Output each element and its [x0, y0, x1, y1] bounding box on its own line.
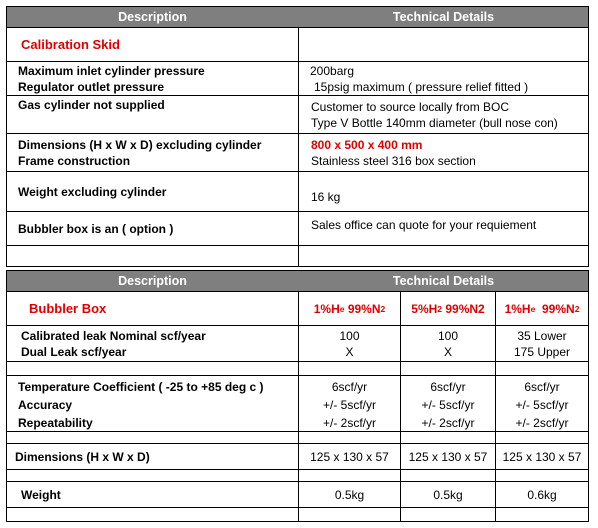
row-label: Gas cylinder not supplied — [18, 98, 165, 112]
value: 6scf/yr — [331, 380, 368, 394]
value: 100 — [437, 328, 459, 343]
row-label: Dimensions (H x W x D) — [15, 449, 150, 464]
row-label: Weight — [21, 487, 61, 502]
value-cell — [401, 376, 495, 431]
row-detail — [299, 96, 588, 133]
value: 125 x 130 x 57 — [408, 449, 488, 464]
table-row — [7, 375, 588, 431]
table-row — [7, 481, 588, 507]
value: X — [443, 344, 452, 359]
value-cell — [299, 376, 400, 431]
row-label: Maximum inlet cylinder pressure — [18, 64, 205, 78]
table-header — [7, 271, 588, 291]
row-label: Repeatability — [18, 416, 93, 430]
table-row — [7, 325, 588, 361]
section-title: Calibration Skid — [21, 37, 120, 52]
value-cell — [496, 326, 588, 361]
value: +/- 5scf/yr — [322, 398, 376, 412]
row-label: Frame construction — [18, 153, 131, 168]
gas-component: 5%H — [411, 301, 438, 316]
gas-subscript: 2 — [574, 303, 580, 314]
gas-component: 99%N — [344, 301, 381, 316]
value-cell — [401, 326, 495, 361]
row-value: Customer to source locally from BOC — [311, 99, 510, 114]
value: 125 x 130 x 57 — [502, 449, 582, 464]
table-row-empty — [7, 361, 588, 375]
row-label: Temperature Coefficient ( -25 to +85 deg c ) — [18, 380, 264, 394]
table-row — [7, 443, 588, 469]
row-label: Regulator outlet pressure — [18, 80, 165, 94]
gas-component: 1%H — [313, 301, 340, 316]
row-description — [7, 326, 298, 361]
gas-mixture-header — [401, 292, 495, 325]
section-title: Bubbler Box — [29, 301, 107, 316]
value: +/- 5scf/yr — [515, 398, 569, 412]
row-label: Weight excluding cylinder — [18, 184, 167, 199]
gas-subscript: e — [530, 303, 536, 314]
table-row — [7, 211, 588, 245]
value: +/- 5scf/yr — [421, 398, 475, 412]
dimensions-value: 800 x 500 x 400 mm — [311, 137, 423, 152]
row-value: 200barg — [310, 63, 355, 78]
row-value: Sales office can quote for your requiement — [311, 218, 537, 232]
value: 35 Lower — [517, 328, 567, 343]
row-label: Dual Leak scf/year — [21, 344, 127, 359]
row-label: Calibrated leak Nominal scf/year — [21, 328, 206, 343]
calibration-skid-table — [6, 6, 589, 267]
header-technical-details: Technical Details — [392, 274, 495, 288]
table-row — [7, 133, 588, 171]
row-description — [7, 134, 298, 171]
table-row-empty — [7, 245, 588, 268]
header-description: Description — [118, 274, 187, 288]
header-technical-details: Technical Details — [392, 10, 495, 24]
row-label: Dimensions (H x W x D) excluding cylinder — [18, 137, 262, 152]
gas-subscript: 2 — [437, 303, 443, 314]
row-value: Type V Bottle 140mm diameter (bull nose con) — [311, 115, 558, 130]
value: 6scf/yr — [430, 380, 466, 394]
value: +/- 2scf/yr — [421, 416, 475, 430]
gas-subscript: 2 — [380, 303, 386, 314]
gas-mixture-header — [299, 292, 400, 325]
table-row-empty — [7, 431, 588, 443]
row-detail — [299, 134, 588, 171]
row-value: Stainless steel 316 box section — [311, 153, 476, 168]
value: 100 — [339, 328, 360, 343]
header-description: Description — [118, 10, 187, 24]
row-label: Bubbler box is an ( option ) — [18, 221, 174, 236]
row-value: 16 kg — [311, 189, 341, 204]
table-row — [7, 27, 588, 61]
table-row — [7, 61, 588, 95]
value: 0.6kg — [527, 487, 557, 502]
row-description — [7, 376, 298, 431]
row-label: Accuracy — [18, 398, 73, 412]
table-header — [7, 7, 588, 27]
gas-component: 99%N — [535, 301, 575, 316]
value: 125 x 130 x 57 — [310, 449, 389, 464]
value: 0.5kg — [334, 487, 365, 502]
value: +/- 2scf/yr — [322, 416, 376, 430]
value: +/- 2scf/yr — [515, 416, 569, 430]
row-detail — [299, 62, 588, 95]
row-description — [7, 62, 298, 95]
gas-mixture-header — [496, 292, 588, 325]
value: 0.5kg — [433, 487, 463, 502]
value-cell — [496, 376, 588, 431]
table-row — [7, 95, 588, 133]
value: 6scf/yr — [524, 380, 560, 394]
gas-subscript: e — [339, 303, 345, 314]
table-row — [7, 291, 588, 325]
value: X — [345, 344, 354, 359]
table-row — [7, 171, 588, 211]
row-value: 15psig maximum ( pressure relief fitted ) — [314, 79, 529, 94]
table-row-empty — [7, 507, 588, 523]
bubbler-box-table — [6, 270, 589, 522]
table-row-empty — [7, 469, 588, 481]
gas-component: 1%H — [504, 301, 531, 316]
value: 175 Upper — [513, 344, 571, 359]
value-cell — [299, 326, 400, 361]
gas-component: 99%N2 — [442, 301, 485, 316]
